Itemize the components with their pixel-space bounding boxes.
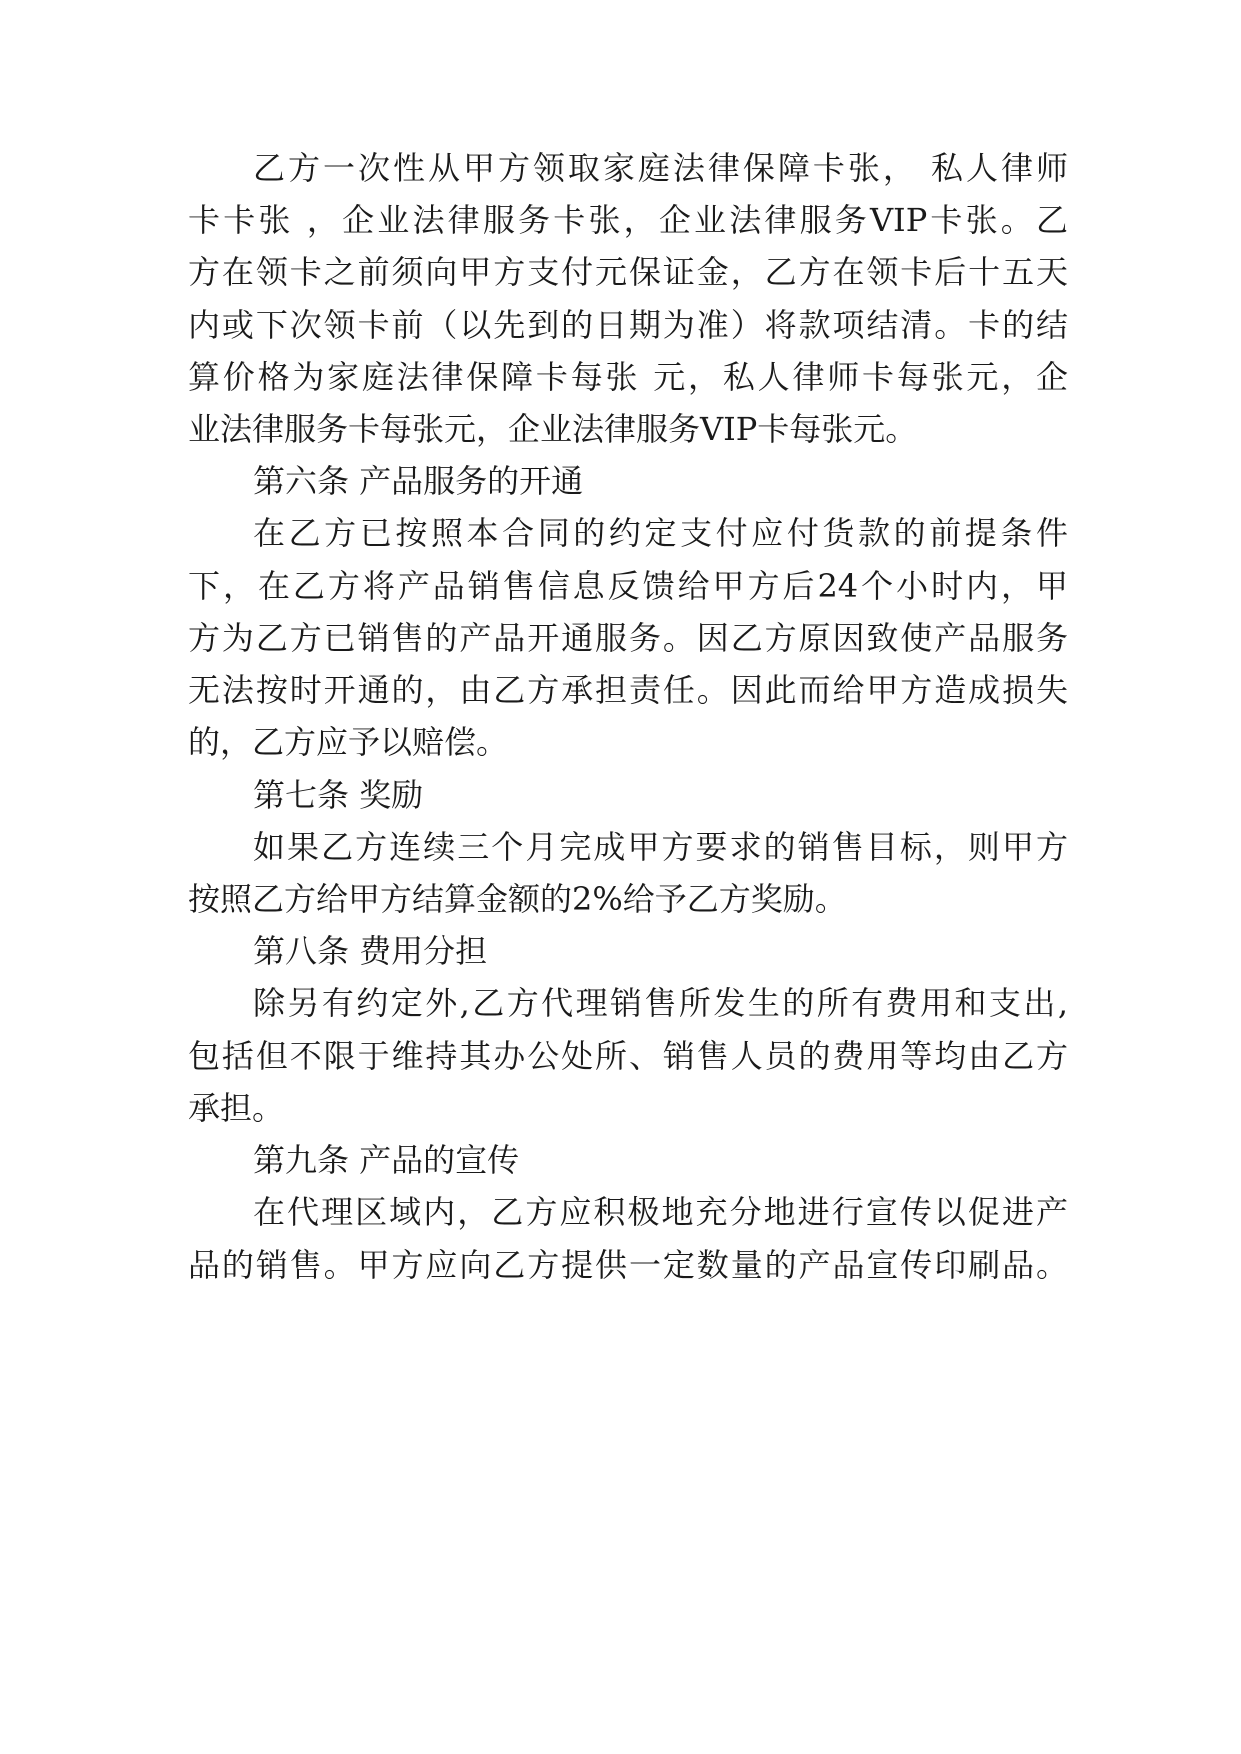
paragraph-line: 算价格为家庭法律保障卡每张 元，私人律师卡每张元，企	[188, 358, 1068, 396]
paragraph-line: 在乙方已按照本合同的约定支付应付货款的前提条件	[253, 514, 1068, 552]
article-heading: 第七条 奖励	[253, 776, 424, 814]
paragraph-line: 业法律服务卡每张元，企业法律服务VIP卡每张元。	[188, 410, 918, 448]
paragraph-line: 卡卡张 ，企业法律服务卡张，企业法律服务VIP卡张。乙	[188, 201, 1068, 239]
paragraph-line: 按照乙方给甲方结算金额的2%给予乙方奖励。	[188, 880, 847, 918]
article-heading: 第六条 产品服务的开通	[253, 462, 584, 500]
article-heading: 第九条 产品的宣传	[253, 1141, 520, 1179]
paragraph-line: 下，在乙方将产品销售信息反馈给甲方后24个小时内，甲	[188, 567, 1068, 605]
paragraph-line: 方为乙方已销售的产品开通服务。因乙方原因致使产品服务	[188, 619, 1068, 657]
paragraph-line: 品的销售。甲方应向乙方提供一定数量的产品宣传印刷品。	[188, 1246, 1068, 1284]
paragraph-line: 承担。	[188, 1089, 285, 1127]
article-heading: 第八条 费用分担	[253, 932, 488, 970]
paragraph-line: 的，乙方应予以赔偿。	[188, 723, 509, 761]
paragraph-line: 方在领卡之前须向甲方支付元保证金，乙方在领卡后十五天	[188, 253, 1068, 291]
paragraph-line: 无法按时开通的，由乙方承担责任。因此而给甲方造成损失	[188, 671, 1068, 709]
paragraph-line: 除另有约定外,乙方代理销售所发生的所有费用和支出,	[253, 984, 1068, 1022]
paragraph-line: 内或下次领卡前（以先到的日期为准）将款项结清。卡的结	[188, 306, 1068, 344]
paragraph-line: 如果乙方连续三个月完成甲方要求的销售目标，则甲方	[253, 828, 1068, 866]
paragraph-line: 乙方一次性从甲方领取家庭法律保障卡张， 私人律师	[253, 149, 1068, 187]
paragraph-line: 包括但不限于维持其办公处所、销售人员的费用等均由乙方	[188, 1037, 1068, 1075]
paragraph-line: 在代理区域内，乙方应积极地充分地进行宣传以促进产	[253, 1193, 1068, 1231]
